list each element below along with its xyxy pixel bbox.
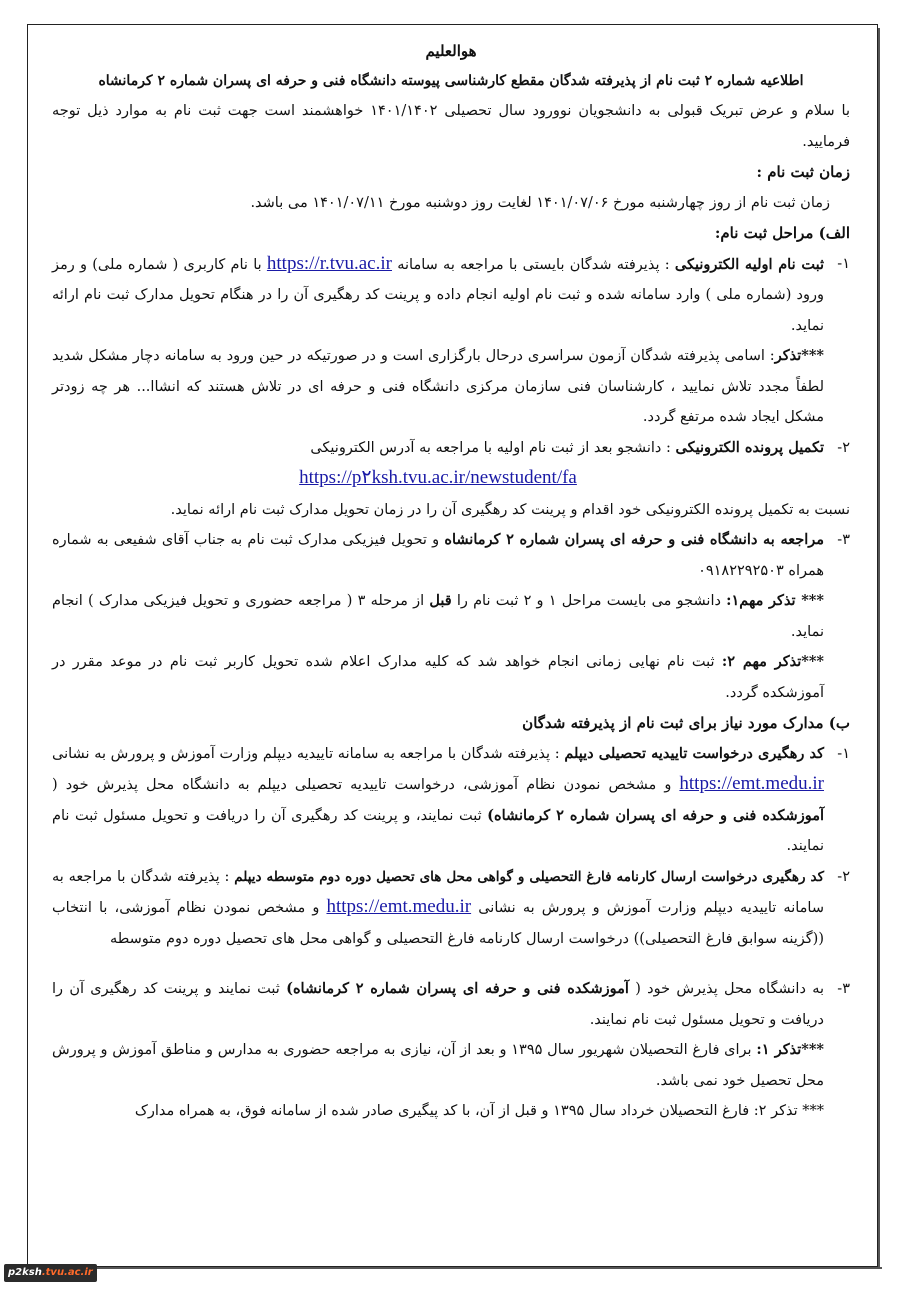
section-a-heading: الف) مراحل ثبت نام:: [714, 224, 850, 242]
item-title: کد رهگیری درخواست تاییدیه تحصیلی دیپلم: [564, 744, 824, 762]
section-a-item-3: [52, 525, 850, 586]
item-text-cont: و مشخص نمودن نظام آموزشی، با انتخاب ((گزینه سوابق فارغ التحصیلی)) درخواست ارسال کارنامه فارغ التحصیلی و گواهی محل های تحصیل دوره دوم متوسطه: [52, 900, 824, 947]
announcement-document: [52, 36, 850, 1127]
item-number: ۳-: [837, 981, 850, 997]
item-number: ۲-: [837, 439, 850, 456]
note-label: ***تذکر ۱:: [756, 1041, 824, 1058]
section-a-item-2: [52, 433, 850, 495]
item-number: ۳-: [837, 532, 850, 548]
note-text: دانشجو می بایست مراحل ۱ و ۲ ثبت نام را: [451, 593, 727, 609]
section-a-item-2-cont: نسبت به تکمیل پرونده الکترونیکی خود اقدام و پرینت کد رهگیری آن را در زمان تحویل مدارک ثبت نام ارائه نماید.: [170, 501, 850, 518]
spacer: [52, 954, 850, 974]
section-b-heading: ب) مدارک مورد نیاز برای ثبت نام از پذیرفته شدگان: [522, 714, 850, 732]
item-title: تکمیل پرونده الکترونیکی: [675, 438, 824, 456]
section-a-note-3: [52, 647, 850, 708]
item-emphasis: آموزشکده فنی و حرفه ای پسران شماره ۲ کرمانشاه): [286, 980, 629, 997]
item-title: ثبت نام اولیه الکترونیکی: [674, 255, 824, 273]
item-title: کد رهگیری درخواست ارسال کارنامه فارغ التحصیلی و گواهی محل های تحصیل دوره دوم متوسطه دیپلم: [234, 868, 825, 885]
item-text-cont: ثبت نمایند و پرینت کد رهگیری آن را دریافت و تحویل مسئول ثبت نام نمایند.: [52, 981, 824, 1028]
page-title: هوالعلیم: [425, 42, 477, 60]
note-text: برای فارغ التحصیلان شهریور سال ۱۳۹۵ و بعد از آن، نیازی به مراجعه حضوری به مدارس و مناطق آموزش و پرورش محل تحصیل خود نمی باشد.: [52, 1042, 824, 1089]
section-b-item-1: [52, 739, 850, 862]
site-watermark: [4, 1264, 97, 1282]
item-text-cont: و مشخص نمودن نظام آموزشی، درخواست تاییدیه تحصیلی دیپلم به دانشگاه محل پذیرش خود (: [52, 777, 680, 793]
announcement-subtitle: اطلاعیه شماره ۲ ثبت نام از پذیرفته شدگان مقطع کارشناسی پیوسته دانشگاه فنی و حرفه ای پسران شماره ۲ کرمانشاه: [98, 73, 804, 89]
note-label: ***تذکر مهم ۲:: [721, 653, 825, 670]
item-text: : پذیرفته شدگان با مراجعه به سامانه تاییدیه دیپلم وزارت آموزش و پرورش به نشانی: [52, 745, 565, 762]
item-text: : پذیرفته شدگان با مراجعه به سامانه تاییدیه دیپلم وزارت آموزش و پرورش به نشانی: [52, 868, 824, 916]
item-emphasis: آموزشکده فنی و حرفه ای پسران شماره ۲ کرمانشاه): [487, 806, 824, 824]
section-b-item-2: [52, 862, 850, 955]
note-label: *** تذکر مهم۱:: [726, 592, 824, 609]
note-label: ***تذکر: [774, 347, 824, 364]
item-number: ۱-: [837, 255, 850, 272]
note-text: ثبت نام نهایی زمانی انجام خواهد شد که کلیه مدارک اعلام شده تحویل کاربر ثبت نام در موعد مقرر در آموزشکده گردد.: [52, 654, 824, 701]
intro-paragraph: با سلام و عرض تبریک قبولی به دانشجویان نوورود سال تحصیلی ۱۴۰۱/۱۴۰۲ خواهشمند است جهت ثبت نام به موارد ذیل توجه فرمایید.: [52, 103, 851, 150]
item-text-end: ثبت نمایند، و پرینت کد رهگیری آن را دریافت و تحویل مسئول ثبت نام نمایند.: [52, 807, 824, 854]
section-a-note-2: [52, 586, 850, 647]
note-text: *** تذکر ۲: فارغ التحصیلان خرداد سال ۱۳۹۵ و قبل از آن، با کد پیگیری صادر شده از سامانه فوق، به همراه مدارک: [134, 1103, 824, 1119]
page-border-shadow-bottom: [31, 1267, 882, 1269]
item-text: به دانشگاه محل پذیرش خود (: [628, 981, 825, 997]
registration-time-heading: زمان ثبت نام :: [756, 163, 850, 181]
section-a-note-1: [52, 341, 850, 433]
item-text: : پذیرفته شدگان بایستی با مراجعه به سامانه: [391, 256, 675, 273]
page-border-shadow-right: [878, 28, 880, 1269]
item-text: و تحویل فیزیکی مدارک ثبت نام به جناب آقای شفیعی به شماره همراه ۰۹۱۸۲۲۹۲۵۰۳: [52, 532, 824, 579]
newstudent-link[interactable]: https://p۲ksh.tvu.ac.ir/newstudent/fa: [299, 467, 577, 488]
section-a-item-1: [52, 249, 850, 342]
registration-link[interactable]: https://r.tvu.ac.ir: [266, 252, 392, 274]
item-text: : دانشجو بعد از ثبت نام اولیه با مراجعه به آدرس الکترونیکی: [310, 439, 676, 456]
section-b-item-3: [52, 974, 850, 1035]
newstudent-link-line: [52, 463, 824, 495]
item-text-cont: با نام کاربری ( شماره ملی) و رمز ورود (شماره ملی ) وارد سامانه شده و ثبت نام اولیه انجام داده و پرینت کد رهگیری آن را در هنگام تحویل مدارک ثبت نام ارائه نماید.: [52, 256, 824, 334]
note-text: : اسامی پذیرفته شدگان آزمون سراسری درحال بارگزاری است و در صورتیکه در حین ورود به سامانه دچار مشکل شدید لطفاً مجدد تلاش نمایید ، کارشناسان فنی سازمان مرکزی دانشگاه فنی و حرفه ای در تلاش هستند که انشاا... هر چه زودتر مشکل ایجاد شده مرتفع گردد.: [52, 348, 824, 425]
emt-link[interactable]: https://emt.medu.ir: [679, 773, 824, 794]
item-title: مراجعه به دانشگاه فنی و حرفه ای پسران شماره ۲ کرمانشاه: [444, 531, 825, 548]
note-text-cont: از مرحله ۳ ( مراجعه حضوری و تحویل فیزیکی مدارک ) انجام نماید.: [52, 593, 824, 640]
watermark-name: p2ksh: [8, 1267, 42, 1278]
registration-time-text: زمان ثبت نام از روز چهارشنبه مورخ ۱۴۰۱/۰۷/۰۶ لغایت روز دوشنبه مورخ ۱۴۰۱/۰۷/۱۱ می باشد.: [250, 194, 830, 211]
note-emphasis: قبل: [429, 592, 452, 609]
section-b-note-1: [52, 1035, 850, 1096]
item-number: ۲-: [837, 868, 850, 885]
emt-link[interactable]: https://emt.medu.ir: [326, 896, 472, 917]
watermark-domain: .tvu.ac.ir: [41, 1267, 93, 1278]
item-number: ۱-: [837, 745, 850, 762]
section-b-note-2: [52, 1096, 850, 1127]
